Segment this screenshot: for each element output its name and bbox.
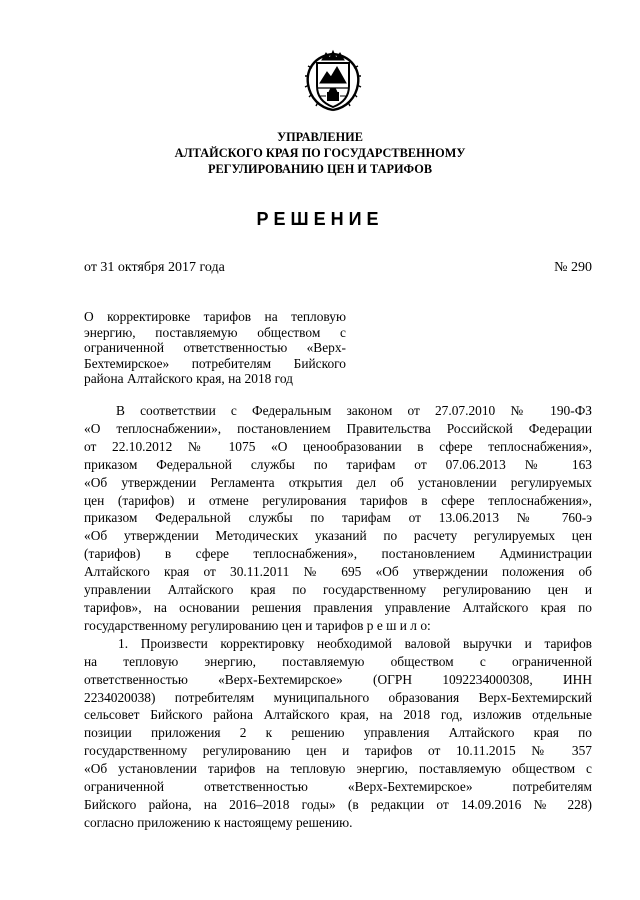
body-line: Алтайского края от 30.11.2011 № 695 «Об утверждении положения об: [84, 564, 592, 580]
body-line: 1. Произвести корректировку необходимой валовой выручки и тарифов: [118, 635, 592, 651]
decision-subject: [84, 309, 346, 387]
decision-number: № 290: [554, 260, 592, 275]
decision-date: от 31 октября 2017 года: [84, 260, 225, 275]
authority-line: УПРАВЛЕНИЕ: [277, 130, 363, 144]
authority-line: РЕГУЛИРОВАНИЮ ЦЕН И ТАРИФОВ: [207, 162, 433, 176]
body-line: приказом Федеральной службы по тарифам от 07.06.2013 № 163: [84, 456, 592, 472]
body-line: государственному регулированию цен и тарифов от 10.11.2015 № 357: [84, 743, 592, 759]
coat-of-arms-icon: [300, 48, 366, 114]
body-line: государственному регулированию цен и тарифов р е ш и л о:: [84, 617, 431, 633]
subject-line: энергию, поставляемую обществом с: [84, 324, 346, 340]
body-line: на тепловую энергию, поставляемую обществом с ограниченной: [84, 653, 592, 669]
body-line: Бийского района, на 2016–2018 годы» (в редакции от 14.09.2016 № 228): [84, 796, 592, 812]
subject-line: Бехтемирское» потребителям Бийского: [84, 355, 346, 371]
body-line: управлении Алтайского края по государственному регулированию цен и: [84, 582, 592, 598]
subject-line: О корректировке тарифов на тепловую: [84, 309, 346, 324]
body-line: В соответствии с Федеральным законом от 27.07.2010 № 190-ФЗ: [116, 403, 592, 418]
authority-line: АЛТАЙСКОГО КРАЯ ПО ГОСУДАРСТВЕННОМУ: [174, 146, 466, 160]
body-line: «Об утверждении Регламента открытия дел об установлении регулируемых: [84, 474, 592, 490]
document-type-title: РЕШЕНИЕ: [256, 209, 384, 229]
body-line: от 22.10.2012 № 1075 «О ценообразовании в сфере теплоснабжения»,: [84, 438, 592, 454]
subject-line: ограниченной ответственностью «Верх-: [84, 340, 346, 355]
decision-body: [84, 402, 592, 832]
body-line: (тарифов) в сфере теплоснабжения», постановлением Администрации: [84, 546, 592, 562]
body-line: приказом Федеральной службы по тарифам от 13.06.2013 № 760-э: [84, 510, 592, 526]
subject-line: района Алтайского края, на 2018 год: [84, 371, 293, 386]
body-line: тарифов», на основании решения правления управление Алтайского края по: [84, 599, 592, 615]
clause-1-paragraph: [84, 635, 592, 832]
body-line: позиции приложения 2 к решению управления Алтайского края по: [84, 725, 592, 741]
body-line: сельсовет Бийского района Алтайского края, на 2018 год, изложив отдельные: [84, 707, 592, 723]
issuing-authority: [0, 129, 640, 177]
body-line: ограниченной ответственностью «Верх-Бехтемирское» потребителям: [84, 779, 592, 795]
body-line: согласно приложению к настоящему решению.: [84, 814, 353, 830]
body-line: «Об утверждении Методических указаний по расчету регулируемых цен: [84, 528, 592, 544]
body-line: ответственностью «Верх-Бехтемирское» (ОГРН 1092234000308, ИНН: [84, 671, 592, 687]
body-line: 2234020038) потребителям муниципального образования Верх-Бехтемирский: [84, 689, 592, 705]
body-line: «Об установлении тарифов на тепловую энергию, поставляемую обществом с: [84, 761, 592, 777]
body-line: «О теплоснабжении», постановлением Правительства Российской Федерации: [84, 420, 592, 436]
body-line: цен (тарифов) и отмене регулирования тарифов в сфере теплоснабжения»,: [84, 492, 592, 508]
preamble-paragraph: [84, 402, 592, 635]
